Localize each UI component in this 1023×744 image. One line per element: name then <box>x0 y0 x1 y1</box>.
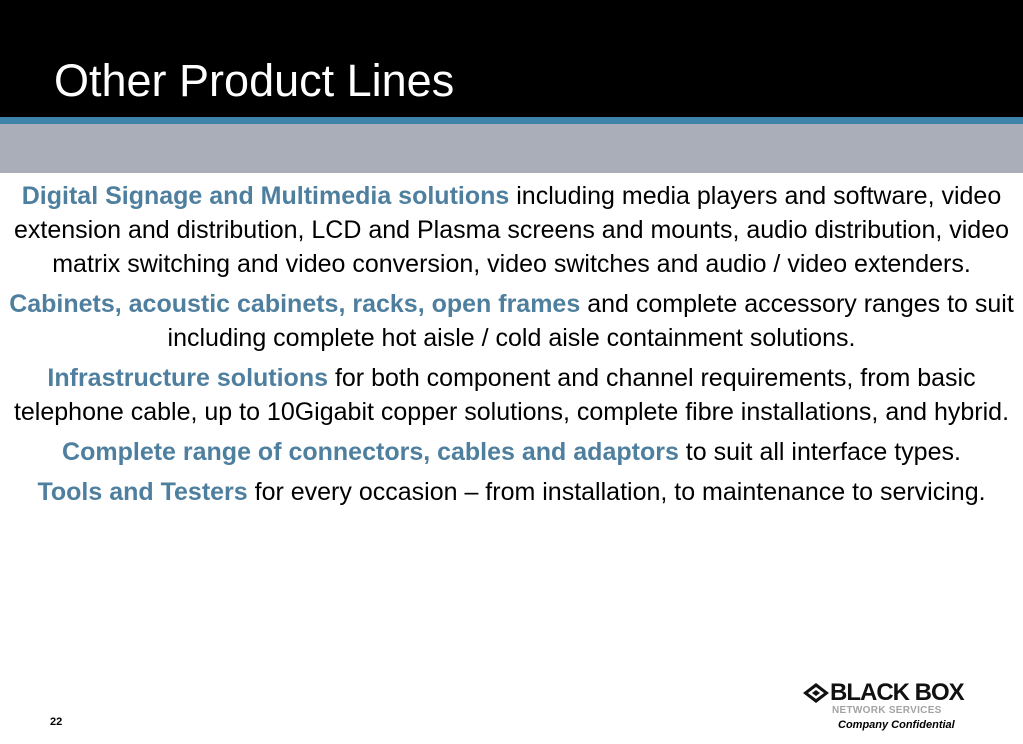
gray-band <box>0 124 1023 173</box>
item-connectors <box>8 435 1015 469</box>
accent-stripe <box>0 117 1023 124</box>
item-cabinets <box>8 287 1015 355</box>
item-digital-signage <box>8 179 1015 281</box>
confidential-label: Company Confidential <box>838 719 955 731</box>
item-highlight: Complete range of connectors, cables and adaptors <box>62 438 679 466</box>
item-text: and complete accessory ranges to suit including complete hot aisle / cold aisle containment solutions. <box>167 290 1014 352</box>
black-box-logo <box>800 680 970 720</box>
diamond-logo-icon <box>802 682 830 704</box>
page-number: 22 <box>50 716 63 728</box>
logo-name: BLACK BOX <box>830 679 964 706</box>
slide-title: Other Product Lines <box>54 55 455 106</box>
item-highlight: Digital Signage and Multimedia solutions <box>21 182 510 210</box>
item-highlight: Infrastructure solutions <box>47 364 328 392</box>
content-body <box>8 179 1015 515</box>
item-highlight: Tools and Testers <box>37 478 248 506</box>
item-text: for both component and channel requirements, from basic telephone cable, up to 10Gigabit copper solutions, complete fibre installations, and hybrid. <box>13 364 1010 426</box>
item-text: for every occasion – from installation, to maintenance to servicing. <box>247 478 986 506</box>
item-text: including media players and software, video extension and distribution, LCD and Plasma screens and mounts, audio distribution, video matrix switching and video conversion, video switches and audio / video extenders. <box>13 182 1010 278</box>
item-tools <box>8 475 1015 509</box>
logo-subtitle: NETWORK SERVICES <box>832 705 942 716</box>
item-text: to suit all interface types. <box>678 438 961 466</box>
item-infrastructure <box>8 361 1015 429</box>
item-highlight: Cabinets, acoustic cabinets, racks, open frames <box>9 290 581 318</box>
